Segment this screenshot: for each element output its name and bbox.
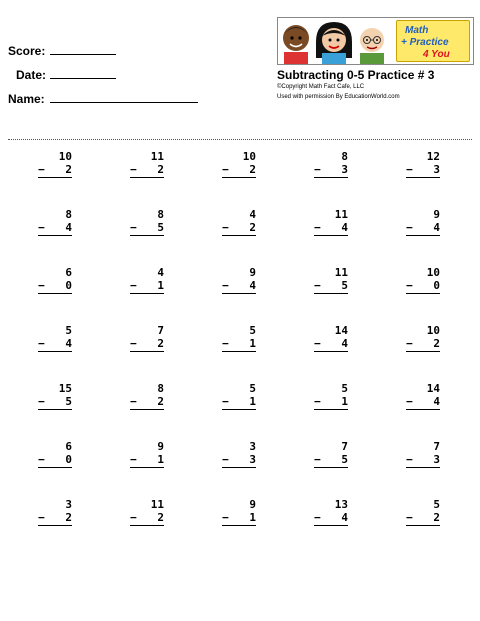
subtrahend: 0 <box>433 279 440 292</box>
subtraction-problem <box>130 382 164 410</box>
subtrahend: 0 <box>65 453 72 466</box>
subtraction-problem <box>222 324 256 352</box>
permission-text: Used with permission By EducationWorld.com <box>277 94 400 100</box>
subtraction-problem <box>38 440 72 468</box>
subtrahend-line <box>38 279 72 294</box>
minuend: 8 <box>65 208 72 221</box>
subtrahend-line <box>38 221 72 236</box>
minus-sign: − <box>38 453 45 466</box>
problem-row <box>0 324 480 364</box>
subtrahend: 2 <box>157 163 164 176</box>
minus-sign: − <box>130 221 137 234</box>
subtraction-problem <box>130 440 164 468</box>
subtrahend-line <box>406 453 440 468</box>
subtrahend-line <box>222 337 256 352</box>
worksheet-title: Subtracting 0-5 Practice # 3 <box>277 68 435 82</box>
subtrahend-line <box>130 337 164 352</box>
minuend: 10 <box>58 150 72 163</box>
minus-sign: − <box>406 453 413 466</box>
minuend: 8 <box>157 208 164 221</box>
subtraction-problem <box>314 150 348 178</box>
minus-sign: − <box>406 163 413 176</box>
logo-line3: 4 You <box>423 49 450 60</box>
subtrahend: 4 <box>341 337 348 350</box>
minus-sign: − <box>38 279 45 292</box>
minus-sign: − <box>222 395 229 408</box>
logo-line1: Math <box>405 25 429 36</box>
minus-sign: − <box>314 279 321 292</box>
subtrahend: 4 <box>433 221 440 234</box>
minus-sign: − <box>406 337 413 350</box>
subtraction-problem <box>222 382 256 410</box>
minus-sign: − <box>314 453 321 466</box>
kids-illustration <box>278 18 390 64</box>
subtrahend-line <box>314 221 348 236</box>
subtrahend: 3 <box>433 163 440 176</box>
subtrahend-line <box>406 163 440 178</box>
subtrahend: 2 <box>157 511 164 524</box>
minuend: 7 <box>157 324 164 337</box>
minus-sign: − <box>38 163 45 176</box>
minus-sign: − <box>130 337 137 350</box>
subtrahend-line <box>314 163 348 178</box>
problem-row <box>0 382 480 422</box>
subtrahend-line <box>38 511 72 526</box>
subtrahend-line <box>314 511 348 526</box>
minuend: 5 <box>433 498 440 511</box>
subtraction-problem <box>38 498 72 526</box>
minuend: 14 <box>426 382 440 395</box>
subtraction-problem <box>130 324 164 352</box>
subtrahend-line <box>314 279 348 294</box>
subtrahend-line <box>314 337 348 352</box>
subtraction-problem <box>130 498 164 526</box>
minuend: 5 <box>249 324 256 337</box>
subtrahend-line <box>222 163 256 178</box>
minus-sign: − <box>38 395 45 408</box>
subtrahend-line <box>130 221 164 236</box>
minus-sign: − <box>38 221 45 234</box>
subtrahend: 5 <box>65 395 72 408</box>
minuend: 14 <box>334 324 348 337</box>
subtraction-problem <box>314 498 348 526</box>
minus-sign: − <box>222 279 229 292</box>
subtraction-problem <box>406 150 440 178</box>
minuend: 3 <box>249 440 256 453</box>
minus-sign: − <box>406 279 413 292</box>
subtrahend-line <box>222 279 256 294</box>
subtrahend: 4 <box>433 395 440 408</box>
minuend: 4 <box>249 208 256 221</box>
subtrahend: 2 <box>65 511 72 524</box>
subtraction-problem <box>38 150 72 178</box>
subtrahend: 4 <box>341 221 348 234</box>
subtraction-problem <box>406 440 440 468</box>
minus-sign: − <box>130 511 137 524</box>
minus-sign: − <box>314 221 321 234</box>
subtrahend-line <box>130 279 164 294</box>
score-field[interactable] <box>8 44 116 58</box>
subtrahend: 2 <box>157 337 164 350</box>
subtraction-problem <box>222 266 256 294</box>
minuend: 9 <box>433 208 440 221</box>
subtrahend-line <box>130 511 164 526</box>
subtraction-problem <box>314 324 348 352</box>
minuend: 9 <box>249 266 256 279</box>
minuend: 10 <box>426 266 440 279</box>
subtraction-problem <box>130 208 164 236</box>
date-field[interactable] <box>16 68 116 82</box>
subtrahend: 3 <box>249 453 256 466</box>
date-label: Date: <box>16 68 47 82</box>
subtrahend: 4 <box>341 511 348 524</box>
name-line[interactable] <box>50 92 198 103</box>
minuend: 5 <box>341 382 348 395</box>
subtrahend: 3 <box>341 163 348 176</box>
subtrahend-line <box>406 395 440 410</box>
subtraction-problem <box>130 150 164 178</box>
subtraction-problem <box>314 266 348 294</box>
subtrahend: 4 <box>249 279 256 292</box>
subtrahend: 1 <box>249 337 256 350</box>
minus-sign: − <box>406 221 413 234</box>
subtrahend-line <box>38 395 72 410</box>
subtraction-problem <box>38 382 72 410</box>
subtrahend: 4 <box>65 337 72 350</box>
score-line[interactable] <box>50 44 116 55</box>
subtrahend-line <box>222 221 256 236</box>
minus-sign: − <box>406 511 413 524</box>
subtrahend-line <box>406 337 440 352</box>
minus-sign: − <box>130 395 137 408</box>
minus-sign: − <box>130 453 137 466</box>
name-label: Name: <box>8 92 45 106</box>
subtrahend: 1 <box>249 511 256 524</box>
subtrahend-line <box>130 453 164 468</box>
subtraction-problem <box>314 382 348 410</box>
minus-sign: − <box>406 395 413 408</box>
subtrahend: 4 <box>65 221 72 234</box>
subtrahend: 3 <box>433 453 440 466</box>
subtrahend-line <box>406 511 440 526</box>
minuend: 6 <box>65 266 72 279</box>
minus-sign: − <box>38 511 45 524</box>
subtrahend-line <box>222 511 256 526</box>
subtraction-problem <box>38 266 72 294</box>
minus-sign: − <box>130 279 137 292</box>
subtrahend-line <box>222 395 256 410</box>
subtrahend: 2 <box>433 511 440 524</box>
subtrahend-line <box>38 337 72 352</box>
minuend: 12 <box>426 150 440 163</box>
subtrahend: 0 <box>65 279 72 292</box>
subtraction-problem <box>314 208 348 236</box>
minuend: 7 <box>433 440 440 453</box>
score-label: Score: <box>8 44 46 58</box>
subtrahend: 1 <box>249 395 256 408</box>
problem-row <box>0 498 480 538</box>
math-practice-badge <box>396 20 470 62</box>
minus-sign: − <box>130 163 137 176</box>
subtrahend: 2 <box>65 163 72 176</box>
problem-row <box>0 208 480 248</box>
subtrahend-line <box>222 453 256 468</box>
minus-sign: − <box>38 337 45 350</box>
subtrahend: 2 <box>433 337 440 350</box>
subtrahend: 2 <box>249 221 256 234</box>
subtrahend: 5 <box>157 221 164 234</box>
subtraction-problem <box>222 150 256 178</box>
subtrahend-line <box>130 395 164 410</box>
minus-sign: − <box>222 337 229 350</box>
subtraction-problem <box>222 440 256 468</box>
minuend: 10 <box>242 150 256 163</box>
subtrahend: 1 <box>157 453 164 466</box>
subtraction-problem <box>38 324 72 352</box>
subtraction-problem <box>222 208 256 236</box>
subtrahend: 5 <box>341 453 348 466</box>
subtraction-problem <box>222 498 256 526</box>
subtrahend: 1 <box>341 395 348 408</box>
subtrahend: 5 <box>341 279 348 292</box>
minuend: 3 <box>65 498 72 511</box>
minuend: 8 <box>341 150 348 163</box>
minuend: 5 <box>65 324 72 337</box>
subtraction-problem <box>406 324 440 352</box>
subtrahend-line <box>38 163 72 178</box>
minuend: 9 <box>157 440 164 453</box>
subtrahend-line <box>314 453 348 468</box>
subtrahend-line <box>130 163 164 178</box>
minus-sign: − <box>314 163 321 176</box>
problem-row <box>0 266 480 306</box>
minus-sign: − <box>314 511 321 524</box>
minuend: 15 <box>58 382 72 395</box>
subtraction-problem <box>406 498 440 526</box>
name-field[interactable] <box>8 92 198 106</box>
minus-sign: − <box>314 337 321 350</box>
subtraction-problem <box>406 382 440 410</box>
minus-sign: − <box>314 395 321 408</box>
minus-sign: − <box>222 163 229 176</box>
subtraction-problem <box>406 266 440 294</box>
minus-sign: − <box>222 453 229 466</box>
subtrahend: 1 <box>157 279 164 292</box>
minuend: 13 <box>334 498 348 511</box>
minuend: 4 <box>157 266 164 279</box>
subtrahend: 2 <box>157 395 164 408</box>
problem-row <box>0 440 480 480</box>
divider <box>8 139 472 140</box>
subtrahend: 2 <box>249 163 256 176</box>
subtrahend-line <box>406 221 440 236</box>
subtrahend-line <box>314 395 348 410</box>
subtrahend-line <box>38 453 72 468</box>
minuend: 5 <box>249 382 256 395</box>
date-line[interactable] <box>50 68 116 79</box>
copyright-text: ©Copyright Math Fact Cafe, LLC <box>277 84 365 90</box>
logo-line2: + Practice <box>401 37 449 48</box>
minuend: 9 <box>249 498 256 511</box>
minuend: 7 <box>341 440 348 453</box>
minuend: 11 <box>150 150 164 163</box>
subtraction-problem <box>406 208 440 236</box>
logo <box>277 17 474 65</box>
minus-sign: − <box>222 511 229 524</box>
subtrahend-line <box>406 279 440 294</box>
minuend: 10 <box>426 324 440 337</box>
subtraction-problem <box>314 440 348 468</box>
minuend: 11 <box>150 498 164 511</box>
minus-sign: − <box>222 221 229 234</box>
subtraction-problem <box>130 266 164 294</box>
subtraction-problem <box>38 208 72 236</box>
problem-row <box>0 150 480 190</box>
minuend: 11 <box>334 266 348 279</box>
minuend: 6 <box>65 440 72 453</box>
minuend: 11 <box>334 208 348 221</box>
minuend: 8 <box>157 382 164 395</box>
